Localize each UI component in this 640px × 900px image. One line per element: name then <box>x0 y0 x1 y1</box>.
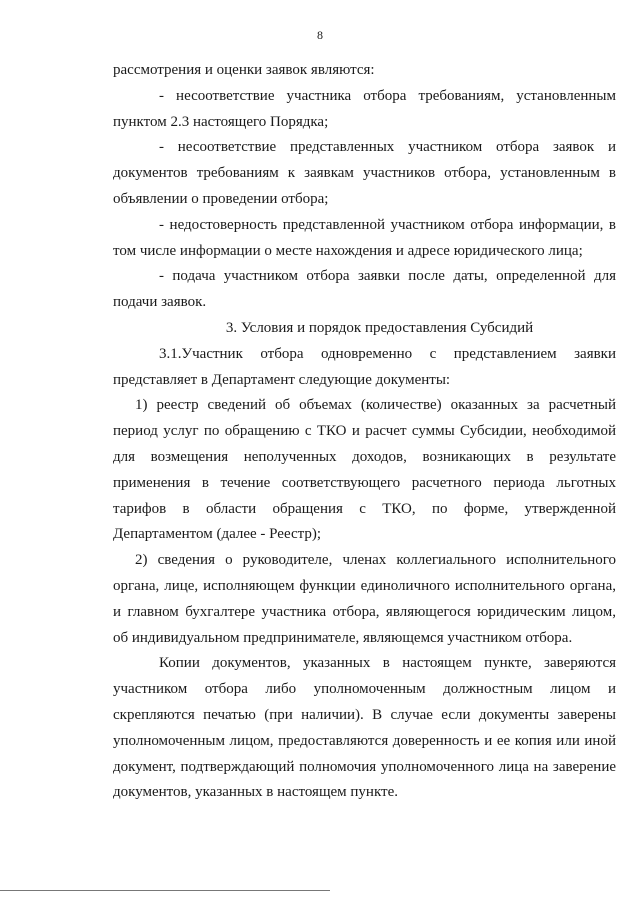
page-number: 8 <box>317 28 323 42</box>
list-item-information-unreliable: - недостоверность представленной участником отбора информации, в том числе информации о месте нахождения и адресе юридического лица; <box>113 216 616 259</box>
list-item-documents-mismatch: - несоответствие представленных участником отбора заявок и документов требованиям к заявкам участников отбора, установленным в объявлении о проведении отбора; <box>113 139 616 207</box>
list-item-requirements-mismatch: - несоответствие участника отбора требованиям, установленным пунктом 2.3 настоящего Порядка; <box>113 87 616 130</box>
paragraph-intro-continuation: рассмотрения и оценки заявок являются: <box>113 62 375 78</box>
list-item-late-submission: - подача участником отбора заявки после даты, определенной для подачи заявок. <box>113 268 616 311</box>
paragraph-document-copies: Копии документов, указанных в настоящем пункте, заверяются участником отбора либо уполномоченным должностным лицом и скрепляются печатью (при наличии). В случае если документы заверены уполномоченным лицом, предоставляются доверенность и ее копия или иной документ, подтверждающий полномочия уполномоченного лица на заверение документов, указанных в настоящем пункте. <box>113 655 616 801</box>
footer-rule <box>0 890 330 891</box>
list-item-management-info: 2) сведения о руководителе, членах коллегиального исполнительного органа, лице, исполняющем функции единоличного исполнительного органа, и главном бухгалтере участника отбора, являющегося юридическим лицом, об индивидуальном предпринимателе, являющемся участником отбора. <box>113 552 616 646</box>
section-heading: 3. Условия и порядок предоставления Субсидий <box>225 319 534 336</box>
document-body <box>113 58 616 806</box>
list-item-registry: 1) реестр сведений об объемах (количестве) оказанных за расчетный период услуг по обращению с ТКО и расчет суммы Субсидии, необходимой для возмещения неполученных доходов, возникающих в результате применения в течение соответствующего расчетного периода льготных тарифов в области обращения с ТКО, по форме, утвержденной Департаментом (далее - Реестр); <box>113 397 616 543</box>
paragraph-3-1: 3.1.Участник отбора одновременно с представлением заявки представляет в Департамент следующие документы: <box>113 345 616 388</box>
